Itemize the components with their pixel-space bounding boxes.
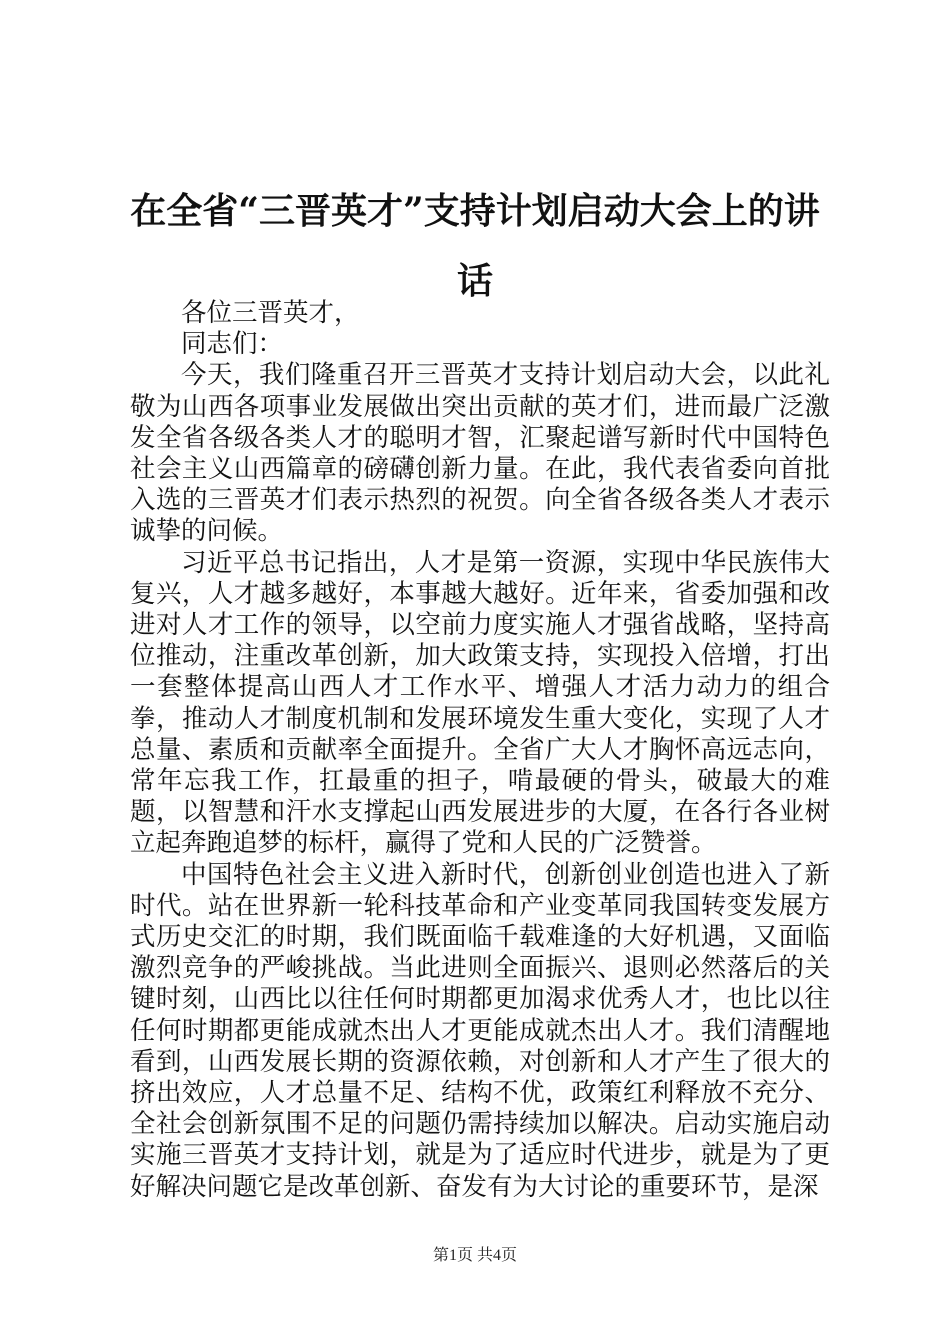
- document-title: 在全省“三晋英才”支持计划启动大会上的讲话: [130, 190, 820, 302]
- body-paragraph: 中国特色社会主义进入新时代，创新创业创造也进入了新时代。站在世界新一轮科技革命和产业变革同我国转变发展方式历史交汇的时期，我们既面临千载难逢的大好机遇，又面临激烈竞争的严峻挑战。当此进则全面振兴、退则必然落后的关键时刻，山西比以往任何时期都更加渴求优秀人才，也比以往任何时期都更能成就杰出人才更能成就杰出人才。我们清醒地看到，山西发展长期的资源依赖，对创新和人才产生了很大的挤出效应，人才总量不足、结构不优，政策红利释放不充分、全社会创新氛围不足的问题仍需持续加以解决。启动实施启动实施三晋英才支持计划，就是为了适应时代进步，就是为了更好解决问题它是改革创新、奋发有为大讨论的重要环节，是深: [130, 859, 830, 1202]
- salutation-line: 各位三晋英才，: [181, 298, 360, 328]
- page-footer: 第1页 共4页: [432, 1247, 517, 1264]
- salutation-line: 同志们：: [181, 329, 284, 360]
- body-paragraph: 今天，我们隆重召开三晋英才支持计划启动大会，以此礼敬为山西各项事业发展做出突出贡献的英才们，进而最广泛激发全省各级各类人才的聪明才智，汇聚起谱写新时代中国特色社会主义山西篇章的磅礴创新力量。在此，我代表省委向首批入选的三晋英才们表示热烈的祝贺。向全省各级各类人才表示诚挚的问候。: [130, 360, 830, 547]
- body-paragraph: 习近平总书记指出，人才是第一资源，实现中华民族伟大复兴，人才越多越好，本事越大越好。近年来，省委加强和改进对人才工作的领导，以空前力度实施人才强省战略，坚持高位推动，注重改革创新，加大政策支持，实现投入倍增，打出一套整体提高山西人才工作水平、增强人才活力动力的组合拳，推动人才制度机制和发展环境发生重大变化，实现了人才总量、素质和贡献率全面提升。全省广大人才胸怀高远志向，常年忘我工作，扛最重的担子，啃最硬的骨头，破最大的难题，以智慧和汗水支撑起山西发展进步的大厦，在各行各业树立起奔跑追梦的标杆，赢得了党和人民的广泛赞誉。: [130, 547, 830, 859]
- document-body: [130, 298, 830, 1203]
